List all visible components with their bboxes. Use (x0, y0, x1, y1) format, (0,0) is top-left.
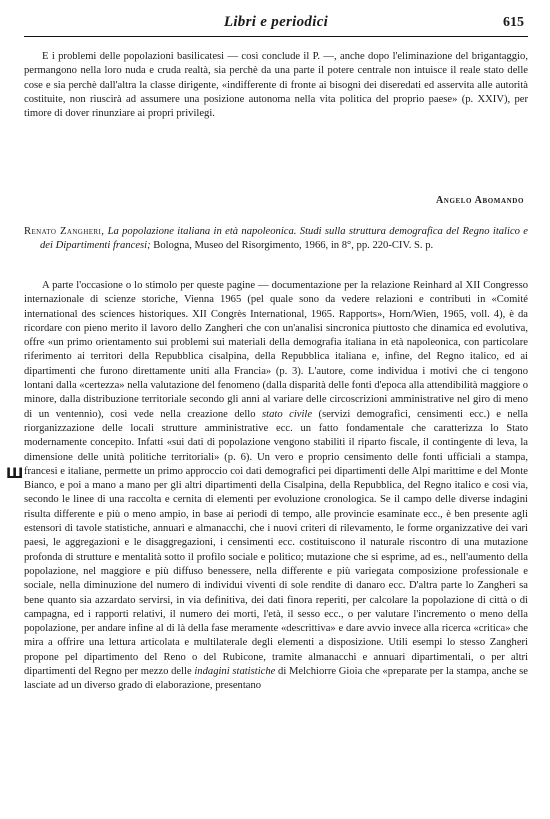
page-header (24, 8, 528, 36)
body-text-part-3: di Melchiorre Gioia che «preparate per la stampa, anche se lasciate ad un diverso grado di elaborazione, presentano (24, 666, 528, 692)
reviewer-signature: Angelo Abomando (435, 195, 524, 206)
citation-title: La popolazione italiana in età napoleonica. Studi sulla struttura demografica del Regno italico e dei Dipartimenti francesi; (40, 226, 528, 252)
book-citation (24, 225, 528, 254)
header-rule (24, 36, 528, 37)
margin-mark: Ш (6, 466, 24, 482)
running-title: Libri e periodici (223, 14, 329, 30)
citation-publisher: Bologna, Museo del Risorgimento, 1966, in 8°, pp. 220-CIV. S. p. (153, 240, 434, 252)
review-body-paragraph (24, 279, 528, 694)
body-italic-stato-civile: stato civile (262, 408, 313, 420)
citation-author: Renato Zangheri, (24, 226, 105, 237)
body-italic-indagini: indagini statistiche (194, 666, 276, 678)
review-closing-paragraph: E i problemi delle popolazioni basilicatesi — così conclude il P. —, anche dopo l'eliminazione del brigantaggio, permangono nella loro nuda e cruda realtà, sia perchè da una parte il potere centrale non intuisce il reale stato delle cose e sia perchè dall'altra la classe dirigente, «indifferente di fronte ai bisogni dei diseredati ed asservita alle autorità costituite, non riuscirà ad assumere una posizione autonoma nella vita politica del proprio paese» (p. XXIV), per timore di dover rinunziare ai propri privilegi. (24, 51, 528, 120)
body-text-part-1: A parte l'occasione o lo stimolo per queste pagine — documentazione per la relazione Reinhard al XII Congresso internazionale di scienze storiche, Vienna 1965 (pel quale sono da vedere relazioni e contributi in «Comité international des sciences historiques. XII Congrès International, 1965. Rapports», Horn/Wien, 1965, voll. 4), è da ricordare con pieno merito il lavoro dello Zangheri che con un'analisi sincronica piuttosto che dinamica ed evolutiva, offre «un primo orientamento sui problemi sui materiali della demografia italiana in età napoleonica, con particolare riferimento ai territori della Repubblica cisalpina, della Repubblica italiana e, infine, del Regno italico, ed ai dipartimenti che furono direttamente uniti alla Francia» (p. 3). L'autore, come individua i motivi che ci tengono lontani dalla «certezza» nella valutazione del fenomeno (dalla disparità delle fonti d'epoca alla attendibilità maggiore o minore, dalla distribuzione territoriale secondo gli anni al variare delle circoscrizioni amministrative nel giro di meno di un ventennio), così vede nella creazione dello (24, 280, 529, 420)
page-number: 615 (503, 15, 524, 30)
body-text-part-2: (servizi demografici, censimenti ecc.) e nella riorganizzazione delle locali strutture amministrative ecc. un fatto fondamentale che caratterizza lo Stato modernamente concepito. Infatti «sui dati di popolazione vengono stabiliti il riparto fiscale, il contingente di leva, la dimensione delle unità politiche territoriali» (p. 6). Un vero e proprio censimento delle fonti ufficiali a stampa, francesi e italiane, permette un primo approccio coi dati demografici pei dipartimenti delle Alpi marittime e del Monte Bianco, e poi a mano a mano per gli altri dipartimenti della Cisalpina, della Repubblica, del Regno italico e così via, secondo le linee di una raccolta e cernita di elementi per evoluzione cronologica. Se il campo delle diverse indagini risulta differente e più o meno ampio, in base ai periodi di tempo, alle provincie esaminate ecc., è ben presente agli estensori di tavole statistiche, annuari e almanacchi, che i nuovi criteri di rilevamento, le forme organizzative dei vari paesi, le aggregazioni e le disaggregazioni, i censimenti ecc. costituiscono il naturale riscontro di una mutazione profonda di strutture e mentalità sotto il profilo sociale e politico; mutazione che si esprime, ad es., nell'aumento della popolazione, nel maggiore e più diffuso benessere, nella differente e più variegata composizione professionale e sociale, nella diminuzione del numero di individui viventi di sole rendite di danaro ecc. D'altra parte lo Zangheri sa bene quanto sia azzardato servirsi, in via definitiva, dei dati finora reperiti, per calcolare la popolazione di città o di campagna, ed i rapporti relativi, il numero dei morti, l'età, il sesso ecc., o per valutare l'incremento o meno della popolazione, per andare infine al di là della fase meramente «descrittiva» e dare avvio invece alla ricerca «critica» che mira a offrire una lettura articolata e multilaterale degli elementi a disposizione. Utili esempi lo stesso Zangheri propone pel dipartimento del Reno o del Rubicone, tramite almanacchi e annuari dipartimentali, o per altri dipartimenti del Regno per mezzo delle (24, 408, 528, 678)
